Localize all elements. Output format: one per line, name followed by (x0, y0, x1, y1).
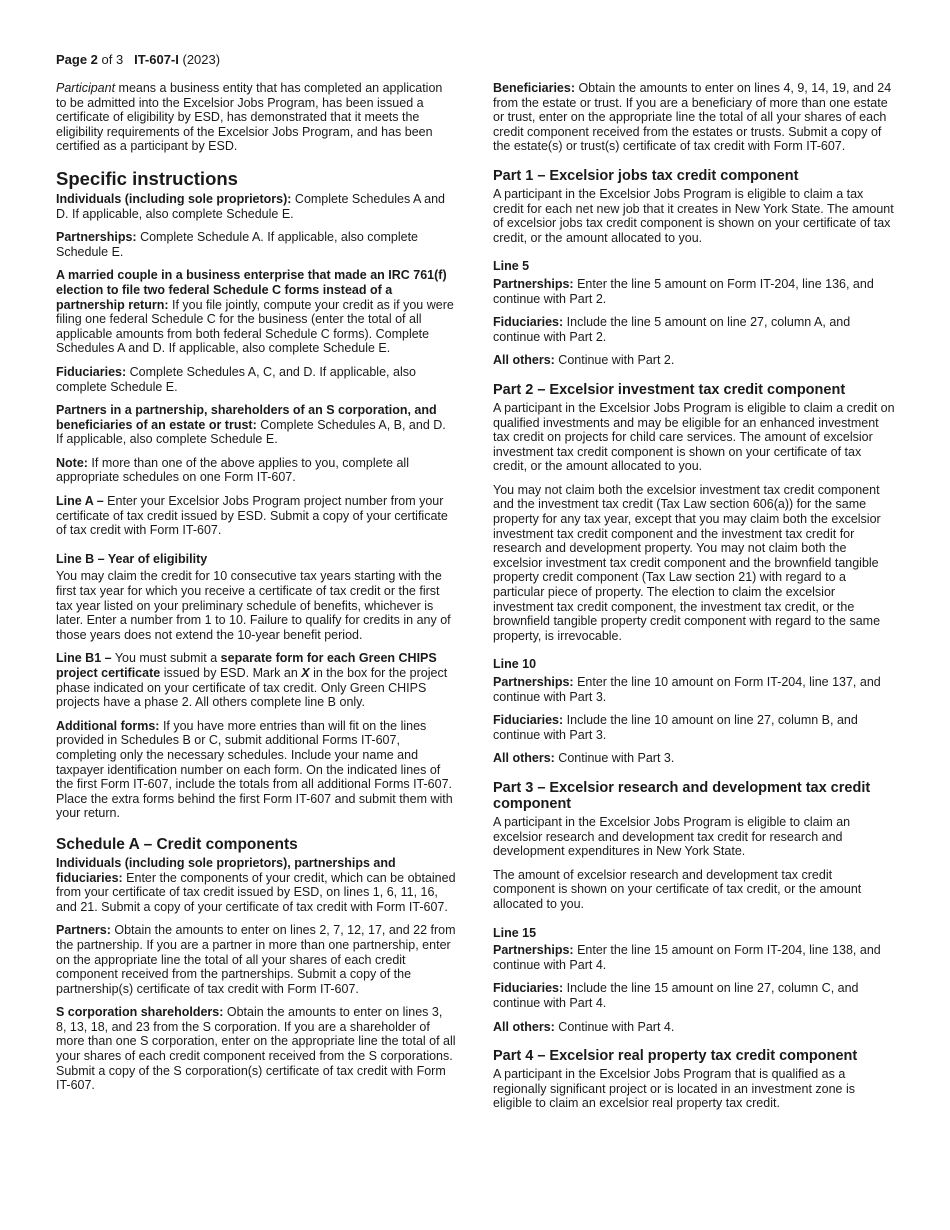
schedule-a-partners-paragraph: Partners: Obtain the amounts to enter on lines 2, 7, 12, 17, and 22 from the partnership. If you are a partner in more than one partnership, enter on the appropriate line the total of all your shares of each credit component received from the partnerships. Submit a copy of the partnership(s) certificate of tax credit with Form IT-607. (56, 923, 456, 996)
part2-paragraph-2: You may not claim both the excelsior investment tax credit component and the investment tax credit (Tax Law section 606(a)) for the same property for any tax year, except that you may claim both the excelsior investment tax credit component and the investment tax credit for research and development property. You may not claim both the excelsior investment tax credit component and the brownfield tangible property credit component (Tax Law section 21) with regard to a particular piece of property. The election to claim the excelsior investment tax credit component, the investment tax credit, or the brownfield tangible property credit component with regard to the same property, is irrevocable. (493, 482, 881, 643)
left-column (56, 81, 456, 1102)
page-total: of 3 (101, 52, 124, 67)
part1-heading: Part 1 – Excelsior jobs tax credit component (493, 167, 799, 184)
beneficiaries-paragraph: Beneficiaries: Obtain the amounts to enter on lines 4, 9, 14, 19, and 24 from the estate or trust. If you are a beneficiary of more than one estate or trust, enter on the appropriate line the total of all your shares of each credit component received from the estates or trusts. Submit a copy of the estate(s) or trust(s) certificate of tax credit with Form IT-607. (493, 81, 892, 154)
note-paragraph: Note: If more than one of the above applies to you, complete all appropriate schedules on one Form IT-607. (56, 455, 409, 485)
line10-heading: Line 10 (493, 657, 537, 672)
line-b-paragraph: You may claim the credit for 10 consecutive tax years starting with the first tax year for which you receive a certificate of tax credit or the first tax year listed on your preliminary schedule of benefits, whichever is later. Enter a number from 1 to 10. Failure to qualify for credits in any of those years does not extend the 10-year benefit period. (56, 569, 451, 642)
participant-definition: Participant means a business entity that has completed an application to be admitted into the Excelsior Jobs Program, has been issued a certificate of eligibility by ESD, has demonstrated that it meets the eligibility requirements of the Excelsior Jobs Program, and has been certified as a participant by ESD. (56, 81, 443, 154)
part2-heading: Part 2 – Excelsior investment tax credit component (493, 381, 846, 398)
line15-all-others: All others: Continue with Part 4. (493, 1019, 675, 1034)
individuals-paragraph: Individuals (including sole proprietors): Complete Schedules A and D. If applicable, also complete Schedule E. (56, 191, 446, 221)
specific-instructions-heading: Specific instructions (56, 167, 238, 189)
form-year: (2023) (182, 52, 221, 67)
schedule-a-individuals-paragraph: Individuals (including sole proprietors), partnerships and fiduciaries: Enter the components of your credit, which can be obtained from your certificate of tax credit issued by ESD, on lines 1, 6, 11, 16, and 21. Submit a copy of your certificate of tax credit with Form IT-607. (56, 855, 456, 914)
partners-shareholders-paragraph: Partners in a partnership, shareholders of an S corporation, and beneficiaries of an estate or trust: Complete Schedules A, B, and D. If applicable, also complete Schedule E. (56, 403, 446, 447)
additional-forms-paragraph: Additional forms: If you have more entries than will fit on the lines provided in Schedules B or C, submit additional Forms IT-607, completing only the necessary schedules. Include your name and taxpayer identification number on each form. On the indicated lines of the first Form IT-607, include the totals from all additional Forms IT-607. Place the extra forms behind the first Form IT-607 and submit them with your return. (56, 718, 453, 821)
part4-paragraph: A participant in the Excelsior Jobs Program that is qualified as a regionally significant project or is located in an investment zone is eligible to claim an excelsior real property tax credit. (493, 1067, 855, 1111)
page-header (56, 53, 220, 68)
part2-paragraph-1: A participant in the Excelsior Jobs Program is eligible to claim a credit on qualified investments and may be eligible for an enhanced investment tax credit on projects for child care services. The amount of excelsior investment tax credit component is shown on your certificate of tax credit, or the amount allocated to you. (493, 400, 895, 474)
part1-paragraph: A participant in the Excelsior Jobs Program is eligible to claim a tax credit for each net new job that it creates in New York State. The amount of excelsior jobs tax credit component is shown on your certificate of tax credit, or the amount allocated to you. (493, 186, 894, 245)
part4-heading: Part 4 – Excelsior real property tax credit component (493, 1048, 858, 1065)
line-b-heading: Line B – Year of eligibility (56, 551, 208, 566)
part3-paragraph-2: The amount of excelsior research and development tax credit component is shown on your certificate of tax credit, or the amount allocated to you. (493, 867, 862, 911)
line5-partnerships: Partnerships: Enter the line 5 amount on Form IT-204, line 136, and continue with Part 2. (493, 276, 874, 306)
fiduciaries-paragraph: Fiduciaries: Complete Schedules A, C, and D. If applicable, also complete Schedule E. (56, 364, 416, 394)
line5-fiduciaries: Fiduciaries: Include the line 5 amount on line 27, column A, and continue with Part 2. (493, 315, 851, 344)
line10-fiduciaries: Fiduciaries: Include the line 10 amount on line 27, column B, and continue with Part 3. (493, 713, 858, 742)
line-b1-paragraph: Line B1 – You must submit a separate form for each Green CHIPS project certificate issued by ESD. Mark an X in the box for the project phase indicated on your certificate of tax credit. Only Green CHIPS projects have a phase 2. All others complete line B only. (56, 651, 448, 710)
partnerships-paragraph: Partnerships: Complete Schedule A. If applicable, also complete Schedule E. (56, 230, 419, 259)
page-number: Page 2 (56, 52, 98, 67)
part3-heading: Part 3 – Excelsior research and development tax credit component (493, 779, 871, 812)
line10-partnerships: Partnerships: Enter the line 10 amount on Form IT-204, line 137, and continue with Part 3. (493, 675, 881, 704)
schedule-a-heading: Schedule A – Credit components (56, 835, 298, 853)
line15-fiduciaries: Fiduciaries: Include the line 15 amount on line 27, column C, and continue with Part 4. (493, 981, 859, 1010)
part3-paragraph-1: A participant in the Excelsior Jobs Program is eligible to claim an excelsior research and development tax credit for research and development expenditures in New York State. (493, 814, 851, 859)
line15-partnerships: Partnerships: Enter the line 15 amount on Form IT-204, line 138, and continue with Part 4. (493, 943, 881, 972)
married-couple-paragraph: A married couple in a business enterprise that made an IRC 761(f) election to file two federal Schedule C forms instead of a partnership return: If you file jointly, compute your credit as if you were filing one federal Schedule C for the business (enter the total of all applicable amounts from both federal Schedule C forms). Complete Schedules A and D. If applicable, also complete Schedule E. (56, 268, 454, 356)
schedule-a-s-corp-paragraph: S corporation shareholders: Obtain the amounts to enter on lines 3, 8, 13, 18, and 23 from the S corporation. If you are a shareholder of more than one S corporation, enter on the appropriate line the total of all your shares of each credit component received from the S corporations. Submit a copy of the S corporation(s) certificate of tax credit with Form IT-607. (56, 1005, 456, 1093)
line5-heading: Line 5 (493, 259, 530, 274)
right-column (493, 81, 895, 1120)
line-a-paragraph: Line A – Enter your Excelsior Jobs Program project number from your certificate of tax credit issued by ESD. Submit a copy of your certificate of tax credit with Form IT-607. (56, 494, 448, 538)
line5-all-others: All others: Continue with Part 2. (493, 353, 675, 368)
line15-heading: Line 15 (493, 925, 537, 940)
form-id: IT-607-I (134, 52, 179, 67)
line10-all-others: All others: Continue with Part 3. (493, 751, 675, 766)
